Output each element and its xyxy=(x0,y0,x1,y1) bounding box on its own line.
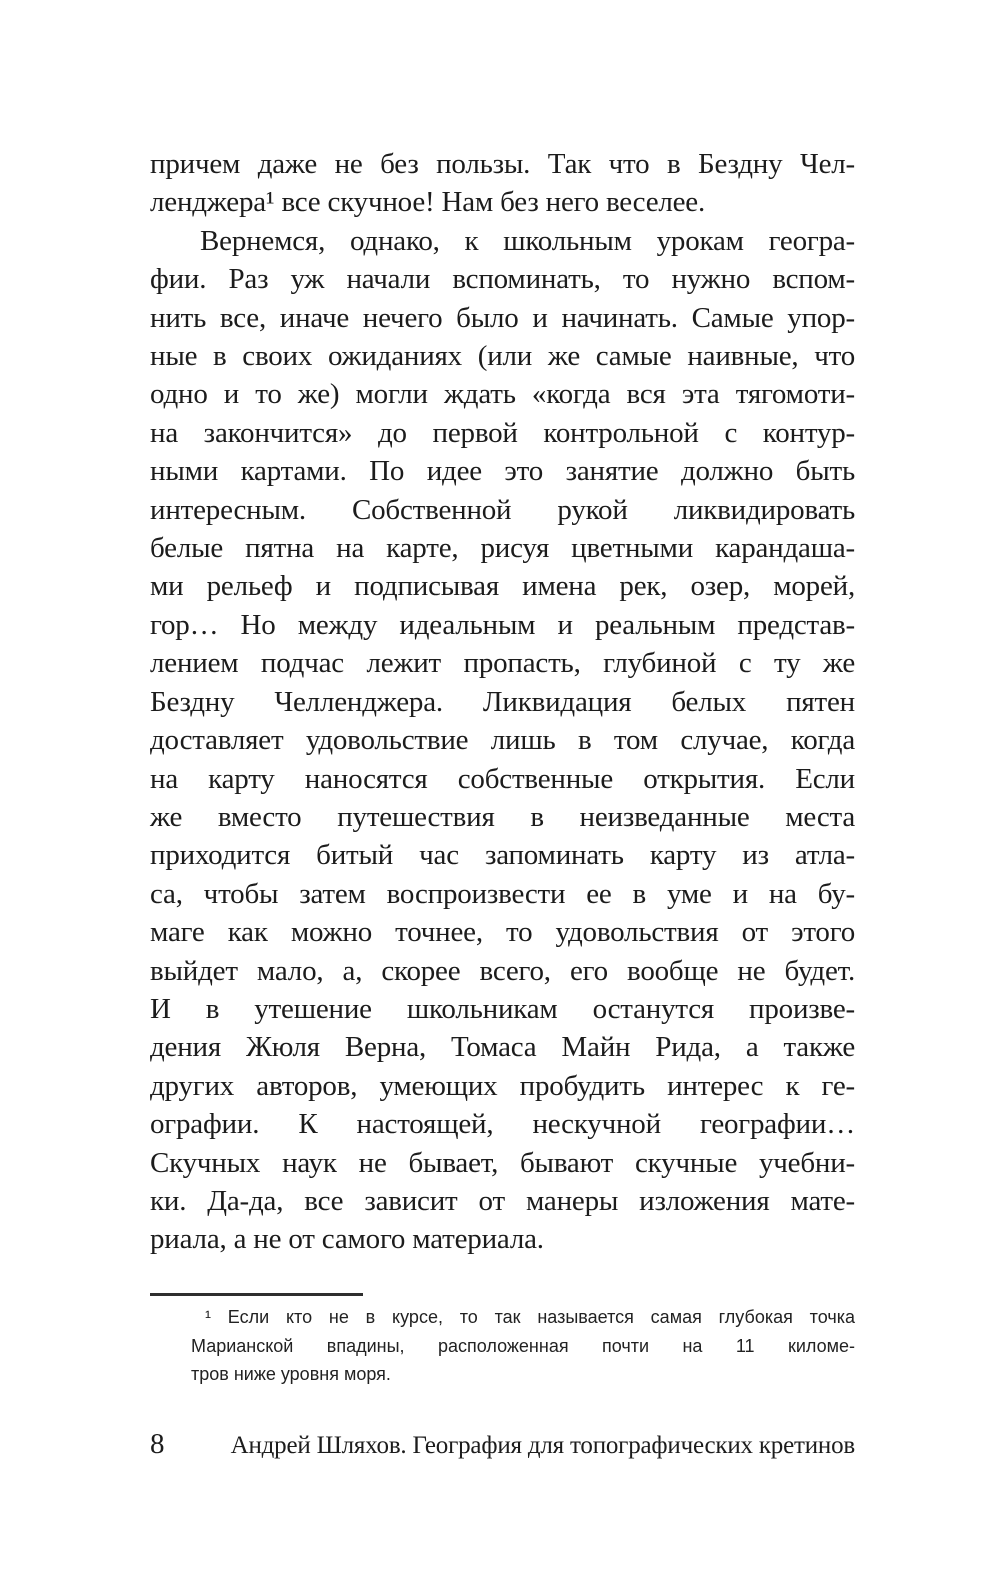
text-line: гор… Но между идеальным и реальным представ- xyxy=(150,608,855,641)
text-line: ными картами. По идее это занятие должно быть xyxy=(150,455,855,488)
text-line: Вернемся, однако, к школьным урокам геогра- xyxy=(200,224,855,257)
text-line: же вместо путешествия в неизведанные места xyxy=(150,800,855,833)
text-line: белые пятна на карте, рисуя цветными карандаша- xyxy=(150,532,855,565)
text-line: дения Жюля Верна, Томаса Майн Рида, а также xyxy=(150,1031,855,1064)
text-line: на закончится» до первой контрольной с контур- xyxy=(150,416,855,449)
footnote-line: тров ниже уровня моря. xyxy=(191,1364,391,1385)
text-line: И в утешение школьникам останутся произве- xyxy=(150,992,855,1025)
text-line: фии. Раз уж начали вспоминать, то нужно вспом- xyxy=(150,263,855,296)
page-footer xyxy=(150,1428,855,1461)
text-line: причем даже не без пользы. Так что в Бездну Чел- xyxy=(150,148,855,180)
running-title: Андрей Шляхов. География для топографических кретинов xyxy=(230,1432,855,1459)
footnote-separator xyxy=(150,1293,363,1296)
text-line: лением подчас лежит пропасть, глубиной с ту же xyxy=(150,647,855,680)
text-line: ми рельеф и подписывая имена рек, озер, морей, xyxy=(150,570,855,603)
text-line: приходится битый час запоминать карту из атла- xyxy=(150,839,855,872)
text-line: са, чтобы затем воспроизвести ее в уме и на бу- xyxy=(150,877,855,910)
text-line: выйдет мало, а, скорее всего, его вообще не будет. xyxy=(150,954,855,987)
text-line: ленджера¹ все скучное! Нам без него веселее. xyxy=(150,186,706,219)
text-line: Бездну Челленджера. Ликвидация белых пятен xyxy=(150,685,855,718)
body-text xyxy=(150,145,855,1259)
text-line: нить все, иначе нечего было и начинать. Самые упор- xyxy=(150,301,855,334)
text-line: одно и то же) могли ждать «когда вся эта тягомоти- xyxy=(150,378,855,411)
text-line: маге как можно точнее, то удовольствия от этого xyxy=(150,916,855,949)
text-line: ографии. К настоящей, нескучной географии… xyxy=(150,1108,855,1141)
text-line: других авторов, умеющих пробудить интерес к ге- xyxy=(150,1069,855,1102)
footnote-line: ¹ Если кто не в курсе, то так называется самая глубокая точка xyxy=(205,1307,855,1327)
text-line: ки. Да-да, все зависит от манеры изложения мате- xyxy=(150,1184,855,1217)
text-line: на карту наносятся собственные открытия. Если xyxy=(150,762,855,795)
text-line: Скучных наук не бывает, бывают скучные учебни- xyxy=(150,1146,855,1179)
text-line: риала, а не от самого материала. xyxy=(150,1223,544,1256)
footnote xyxy=(191,1303,855,1389)
text-line: ные в своих ожиданиях (или же самые наивные, что xyxy=(150,340,855,373)
text-line: доставляет удовольствие лишь в том случае, когда xyxy=(150,724,855,757)
text-line: интересным. Собственной рукой ликвидировать xyxy=(150,493,855,526)
footnote-line: Марианской впадины, расположенная почти на 11 киломе- xyxy=(191,1335,855,1356)
page-number: 8 xyxy=(150,1428,165,1460)
